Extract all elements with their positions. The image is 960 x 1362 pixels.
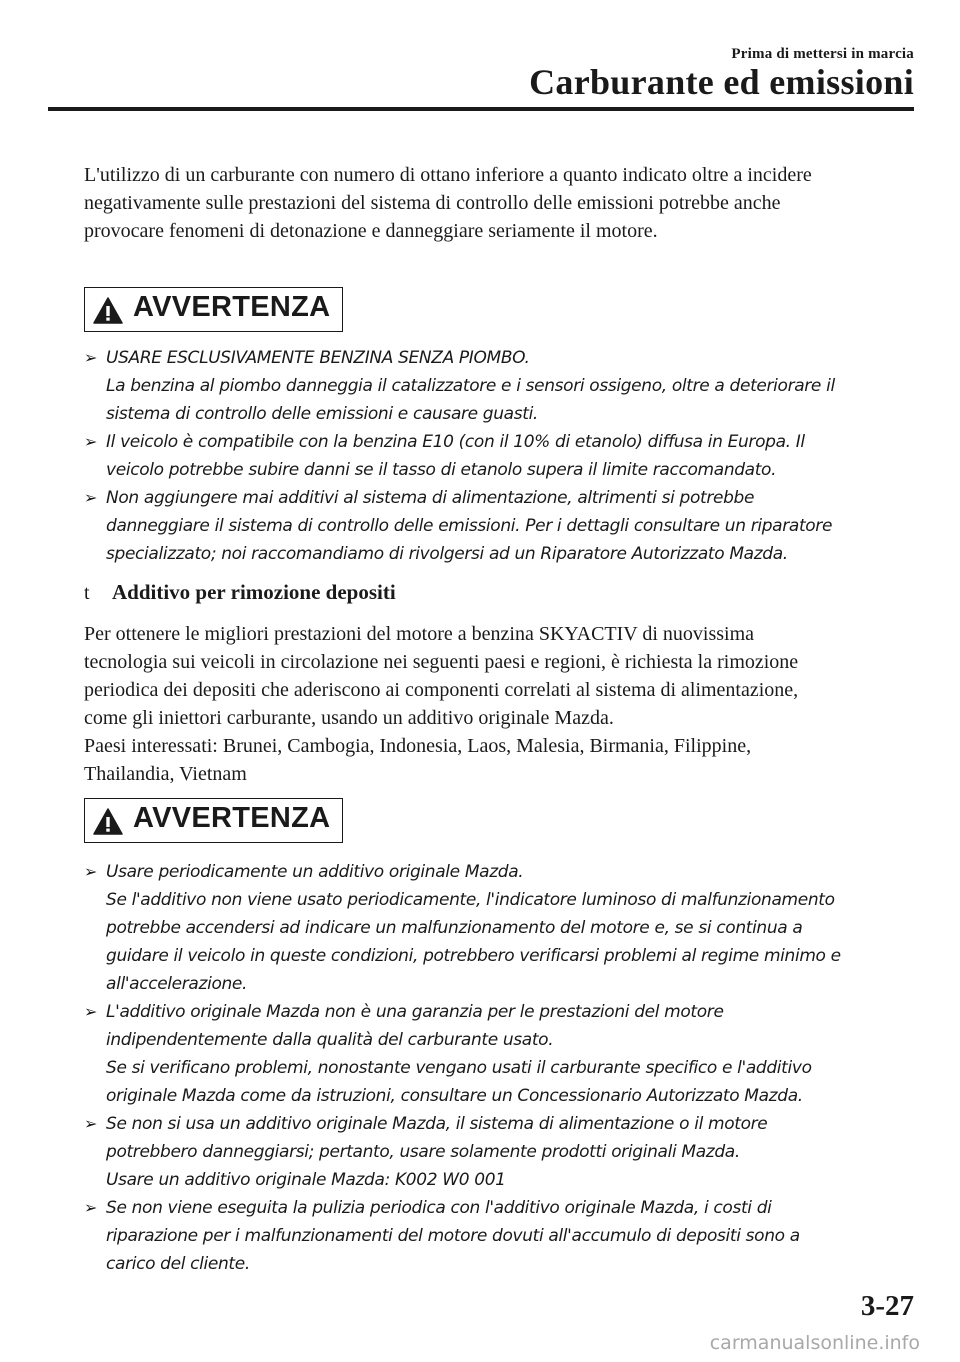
warning-header-1 xyxy=(84,287,343,332)
warning-item xyxy=(84,1110,914,1194)
warning-item-line: indipendentemente dalla qualità del carburante usato. xyxy=(106,1030,554,1050)
warning-item-line: Se non si usa un additivo originale Mazda, il sistema di alimentazione o il motore xyxy=(106,1114,768,1134)
warning-item-line: Il veicolo è compatibile con la benzina E10 (con il 10% di etanolo) diffusa in Europa. Il xyxy=(106,432,805,452)
warning-item-line: potrebbero danneggiarsi; pertanto, usare solamente prodotti originali Mazda. xyxy=(106,1142,740,1162)
warning-label: AVVERTENZA xyxy=(133,291,331,323)
warning-item-line: Se si verificano problemi, nonostante vengano usati il carburante specifico e l'additivo xyxy=(106,1058,812,1078)
warning-item-line: La benzina al piombo danneggia il catalizzatore e i sensori ossigeno, oltre a deteriorare il xyxy=(106,376,835,396)
warning-list-2 xyxy=(84,858,914,1278)
warning-item-line: guidare il veicolo in queste condizioni, potrebbero verificarsi problemi al regime minimo e xyxy=(106,946,841,966)
page-title: Carburante ed emissioni xyxy=(529,62,914,102)
header-divider xyxy=(48,107,914,111)
section-line: Paesi interessati: Brunei, Cambogia, Indonesia, Laos, Malesia, Birmania, Filippine, xyxy=(84,735,752,757)
section-line: Per ottenere le migliori prestazioni del motore a benzina SKYACTIV di nuovissima xyxy=(84,623,755,645)
warning-item-line: Se non viene eseguita la pulizia periodica con l'additivo originale Mazda, i costi di xyxy=(106,1198,772,1218)
page-number: 3-27 xyxy=(860,1290,914,1322)
warning-item xyxy=(84,344,914,428)
warning-triangle-icon xyxy=(93,297,123,324)
warning-item-line: danneggiare il sistema di controllo delle emissioni. Per i dettagli consultare un riparatore xyxy=(106,516,833,536)
warning-item-line: all'accelerazione. xyxy=(106,974,248,994)
warning-item-line: specializzato; noi raccomandiamo di rivolgersi ad un Riparatore Autorizzato Mazda. xyxy=(106,544,788,564)
warning-header-2 xyxy=(84,798,343,843)
section-bullet: t xyxy=(84,582,90,604)
warning-item-line: Usare periodicamente un additivo originale Mazda. xyxy=(106,862,524,882)
warning-item xyxy=(84,858,914,998)
warning-item-line: veicolo potrebbe subire danni se il tasso di etanolo supera il limite raccomandato. xyxy=(106,460,777,480)
warning-item-line: potrebbe accendersi ad indicare un malfunzionamento del motore e, se si continua a xyxy=(106,918,803,938)
warning-item-line: USARE ESCLUSIVAMENTE BENZINA SENZA PIOMBO. xyxy=(106,348,530,368)
warning-item-line: Se l'additivo non viene usato periodicamente, l'indicatore luminoso di malfunzionamento xyxy=(106,890,835,910)
warning-item xyxy=(84,1194,914,1278)
arrow-bullet-icon: ➢ xyxy=(84,488,98,507)
section-paragraph xyxy=(84,620,924,788)
section-line: Thailandia, Vietnam xyxy=(84,763,247,785)
intro-line: L'utilizzo di un carburante con numero di ottano inferiore a quanto indicato oltre a incidere xyxy=(84,164,812,186)
warning-item-line: carico del cliente. xyxy=(106,1254,250,1274)
site-watermark: carmanualsonline.info xyxy=(709,1332,920,1354)
chapter-label: Prima di mettersi in marcia xyxy=(731,46,914,62)
arrow-bullet-icon: ➢ xyxy=(84,348,98,367)
warning-item-line: Non aggiungere mai additivi al sistema di alimentazione, altrimenti si potrebbe xyxy=(106,488,755,508)
section-title: Additivo per rimozione depositi xyxy=(112,580,396,604)
arrow-bullet-icon: ➢ xyxy=(84,1002,98,1021)
intro-line: negativamente sulle prestazioni del sistema di controllo delle emissioni potrebbe anche xyxy=(84,192,781,214)
warning-item-line: Usare un additivo originale Mazda: K002 W0 001 xyxy=(106,1170,506,1190)
arrow-bullet-icon: ➢ xyxy=(84,432,98,451)
warning-item-line: riparazione per i malfunzionamenti del motore dovuti all'accumulo di depositi sono a xyxy=(106,1226,800,1246)
warning-item xyxy=(84,428,914,484)
warning-item-line: L'additivo originale Mazda non è una garanzia per le prestazioni del motore xyxy=(106,1002,724,1022)
warning-item-line: originale Mazda come da istruzioni, consultare un Concessionario Autorizzato Mazda. xyxy=(106,1086,803,1106)
section-line: periodica dei depositi che aderiscono ai componenti correlati al sistema di alimentazione, xyxy=(84,679,799,701)
intro-line: provocare fenomeni di detonazione e danneggiare seriamente il motore. xyxy=(84,220,658,242)
warning-label: AVVERTENZA xyxy=(133,802,331,834)
warning-item xyxy=(84,998,914,1110)
warning-triangle-icon xyxy=(93,808,123,835)
section-heading xyxy=(84,578,396,607)
section-line: tecnologia sui veicoli in circolazione nei seguenti paesi e regioni, è richiesta la rimozione xyxy=(84,651,799,673)
arrow-bullet-icon: ➢ xyxy=(84,1198,98,1217)
arrow-bullet-icon: ➢ xyxy=(84,1114,98,1133)
arrow-bullet-icon: ➢ xyxy=(84,862,98,881)
intro-paragraph xyxy=(84,161,924,245)
warning-item-line: sistema di controllo delle emissioni e causare guasti. xyxy=(106,404,538,424)
warning-list-1 xyxy=(84,344,914,568)
section-line: come gli iniettori carburante, usando un additivo originale Mazda. xyxy=(84,707,614,729)
warning-item xyxy=(84,484,914,568)
